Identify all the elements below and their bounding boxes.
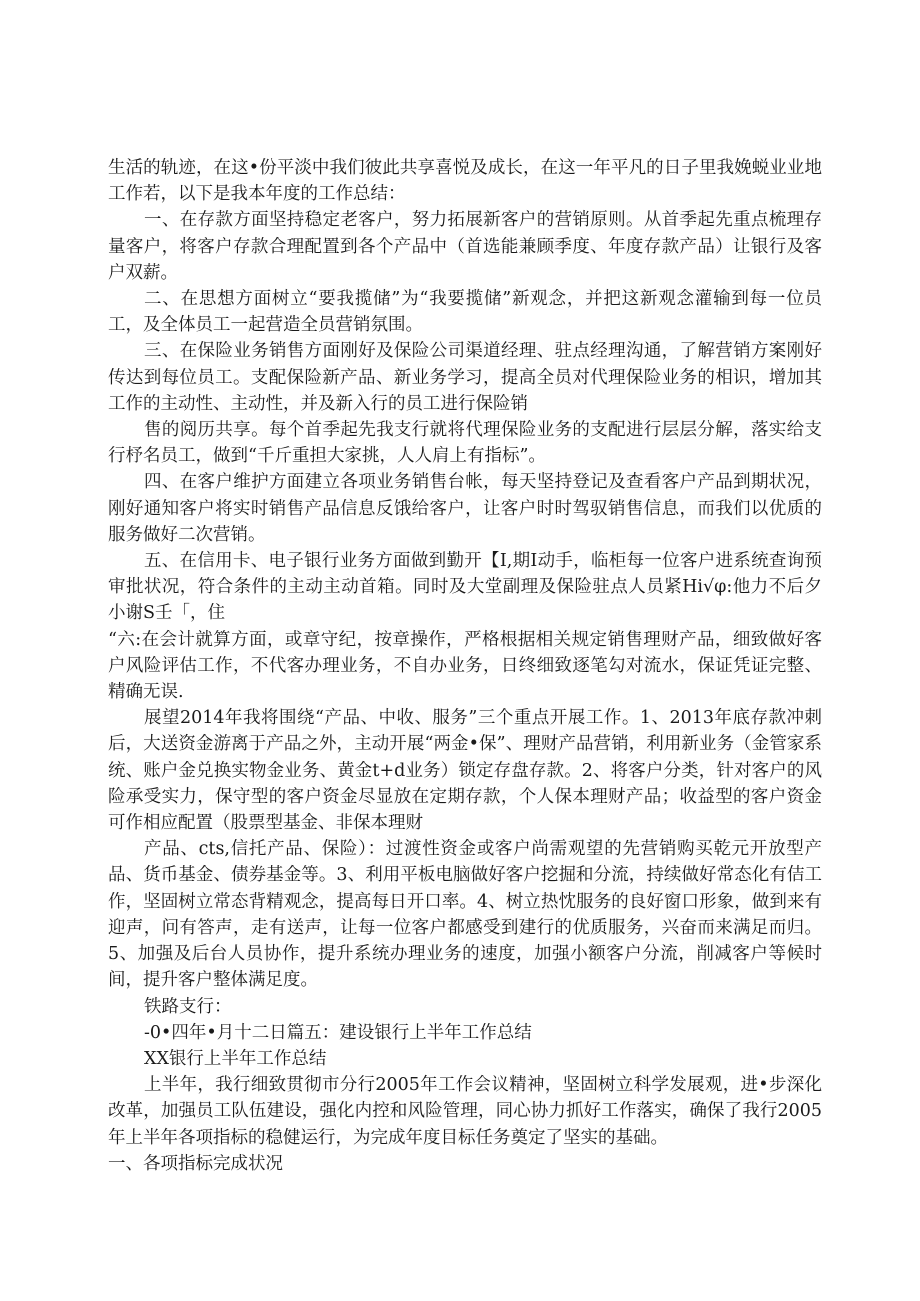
paragraph-outlook-cont: 产品、cts,信托产品、保险）：过渡性资金或客户尚需观望的先营销购买乾元开放型产品、货币基金、债券基金等。3、利用平板电脑做好客户挖掘和分流，持续做好常态化有佶工作，坚固树立常态背精观念，提高每日开口率。4、树立热忱服务的良好窗口形象，做到来有迎声，问有答声，走有送声，让每一位客户都感受到建行的优质服务，兴奋而来满足而归。5、加强及后台人员协作，提升系统办理业务的速度，加强小额客户分流，削减客户等候时间，提升客户整体满足度。 xyxy=(108,839,822,991)
paragraph-heading-indicators: 一、各项指标完成状况 xyxy=(108,1153,283,1174)
document-body xyxy=(108,155,822,1177)
paragraph-accounting: “六:在会计就算方面，或章守纪，按章操作，严格根据相关规定销售理财产品，细致做好客户风险评估工作，不代客办理业务，不自办业务，日终细致逐笔勾对流水，保证凭证完整、精确无误. xyxy=(108,629,822,703)
paragraph-credit-card: 五、在信用卡、电子银行业务方面做到勤开【I,期I动手，临柜每一位客户进系统查询预审批状况，符合条件的主动主动首箱。同时及大堂副理及保险驻点人员紧Hi√φ:他力不后夕小谢S壬「，住 xyxy=(108,551,822,624)
paragraph-section-title: XX银行上半年工作总结 xyxy=(144,1048,327,1069)
paragraph-insurance: 三、在保险业务销售方面刚好及保险公司渠道经理、驻点经理沟通，了解营销方案刚好传达到每位员工。支配保险新产品、新业务学习，提高全员对代理保险业务的相识，增加其工作的主动性、主动性，并及新入行的员工进行保险销 xyxy=(108,341,822,414)
paragraph-date-heading: -0•四年•月十二日篇五：建设银行上半年工作总结 xyxy=(144,1022,532,1043)
paragraph-branch-signature: 铁路支行： xyxy=(144,996,232,1017)
paragraph-half-year: 上半年，我行细致贯彻市分行2005年工作会议精神，坚固树立科学发展观，进•步深化改革，加强员工队伍建设，强化内控和风险管理，同心协力抓好工作落实，确保了我行2005年上半年各项指标的稳健运行，为完成年度目标任务奠定了坚实的基础。 xyxy=(108,1075,822,1148)
paragraph-deposits: 一、在存款方面坚持稳定老客户，努力拓展新客户的营销原则。从首季起先重点梳理存量客户，将客户存款合理配置到各个产品中（首选能兼顾季度、年度存款产品）让银行及客户双薪。 xyxy=(108,210,822,283)
paragraph-outlook: 展望2014年我将围绕“产品、中收、服务”三个重点开展工作。1、2013年底存款冲刺后，大送资金游离于产品之外，主动开展“两金•保”、理财产品营销，利用新业务（金管家系统、账户金兑换实物金业务、黄金t+d业务）锁定存盘存款。2、将客户分类，针对客户的风险承受实力，保守型的客户资金尽显放在定期存款，个人保本理财产品；收益型的客户资金可作相应配置（股票型基金、非保本理财 xyxy=(108,708,822,834)
paragraph-client-maintenance: 四、在客户维护方面建立各项业务销售台帐，每天坚持登记及查看客户产品到期状况，刚好通知客户将实时销售产品信息反饿给客户，让客户时时驾驭销售信息，而我们以优质的服务做好二次营销。 xyxy=(108,472,822,545)
paragraph-insurance-cont: 售的阅历共享。每个首季起先我支行就将代理保险业务的支配进行层层分解，落实给支行杼名员工，做到“千斤重担大家挑，人人肩上有指标”。 xyxy=(108,420,822,467)
paragraph-intro: 生活的轨迹，在这•份平淡中我们彼此共享喜悦及成长，在这一年平凡的日子里我娩蜕业业地工作若，以下是我本年度的工作总结： xyxy=(108,158,822,205)
paragraph-mindset: 二、在思想方面树立“要我揽储”为“我要揽储”新观念，并把这新观念灌输到每一位员工，及全体员工一起营造全员营销氛围。 xyxy=(108,289,822,336)
